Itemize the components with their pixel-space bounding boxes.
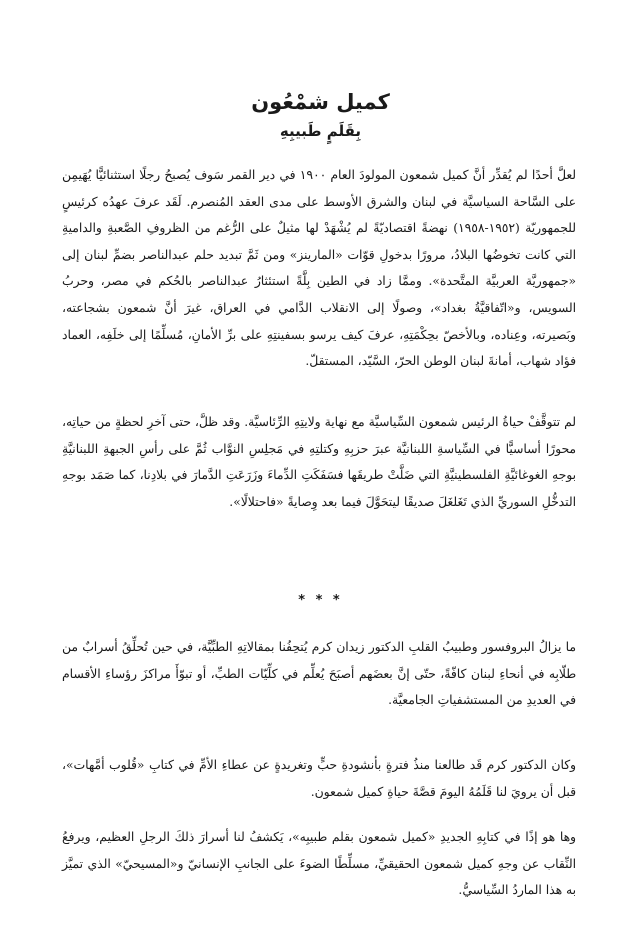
paragraph-author-intro: ما يزالُ البروفسور وطبيبُ القلبِ الدكتور زيدان كرم يُتحِفُنا بمقالاتِهِ الطبِّيَّة، في حين تُحلِّقُ أسرابٌ من طلّابِه في أنحاءِ لبنان كافّةً، حتّى إنَّ بعضَهم أصبَحَ يُعلِّم في كلِّيّات الطبِّ، أو تبوّأَ مراكزَ رؤساءِ الأقسام في العديدِ من المستشفياتِ الجامعيَّة. — [62, 640, 576, 708]
page-title: كميل شمْعُون — [251, 90, 390, 114]
paragraph-previous-book: وكان الدكتور كرم قَد طالعنا منذُ فترةٍ بأنشودةِ حبٍّ وتغريدةٍ عن عطاءِ الأمِّ في كتابِ «قُلوب أمَّهات»، قبل أن يرويَ لنا قَلَمُهُ اليومَ قصَّةَ حياةِ كميل شمعون. — [62, 758, 576, 799]
page-subtitle: بِقَلَمٍ طَبيبِهِ — [279, 122, 362, 140]
paragraph-political-life: لم تتوقَّفْ حياةُ الرئيس شمعون السِّياسيَّة مع نهاية ولايتِهِ الرِّئاسيَّة. وقد ظلَّ، حتى آخرِ لحظةٍ من حياتِه، محورًا أساسيًّا في السِّياسةِ اللبنانيَّة عبرَ حزبِهِ وكتلتِهِ في مَجلِسِ النوَّاب ثُمَّ على رأسِ الجبهةِ اللبنانيَّةِ بوجهِ الغوغائيَّةِ الفلسطينيَّةِ التي ضَلَّتْ طريقَها فسَفَكَتِ الدِّماءَ وزَرَعَتِ الدَّمارَ في بلادِنا، كما صَمَد بوجهِ التدخُّلِ السوريِّ الذي تَغَلغَلَ صديقًا ليتحَوَّلَ فيما بعد وِصايةً «فاحتلالًا». — [62, 415, 576, 509]
paragraph-new-book: وها هو إذًا في كتابِهِ الجديدِ «كميل شمعون بقلم طبيبِه»، يَكشفُ لنا أسرارَ ذلكَ الرجلِ العظيم، ويرفعُ النِّقاب عن وجهِ كميل شمعون الحقيقيِّ، مسلِّطًا الضوءَ على الجانبِ الإنسانيّ و«المسيحيّ» الذي تميَّز به هذا الماردُ السِّياسيُّ. — [62, 830, 576, 898]
paragraph-intro: لعلَّ أحدًا لم يُقدِّر أنَّ كميل شمعون المولودَ العام ١٩٠٠ في دير القمر سَوف يُصبحُ رجلًا استثنائيًّا يُهَيمِن على السَّاحة السياسيَّة في لبنان والشرق الأوسط على مدى العقد المُنصرم. لَقَد عرفَ عهدُه كرئيسٍ للجمهوريّة (١٩٥٢-١٩٥٨) نهضةً اقتصاديّةً لم يُشْهَدْ لها مثيلٌ على الرُّغم من الظروفِ الصَّعبةِ والداميةِ التي كانت تخوضُها البلادُ، مرورًا بدخولِ قوّات «المارينز» ومن ثَمَّ تبديد حلم عبدالناصر بضمِّ لبنان إلى «جمهوريَّة العربيَّة المتَّحدة». وممَّا زاد في الطين بِلَّةً استئثارُ عبدالناصر بالحُكم في مصر، وحربُ السويس، و«اتّفاقيَّةُ بغداد»، وصولًا إلى الانقلاب الدَّامي في العراق، غيرَ أنَّ شمعون بشجاعته، وبَصيرته، وعِناده، وبالأخصّ بحِكْمَتِهِ، عرفَ كيف يرسو بسفينتِهِ على برِّ الأمانِ، مُسلِّمًا إلى خلَفِه، العماد فؤاد شهاب، أمانةَ لبنان الوطن الحرّ، السَّيّد، المستقلّ. — [62, 168, 577, 369]
section-separator: * * * — [298, 593, 343, 608]
